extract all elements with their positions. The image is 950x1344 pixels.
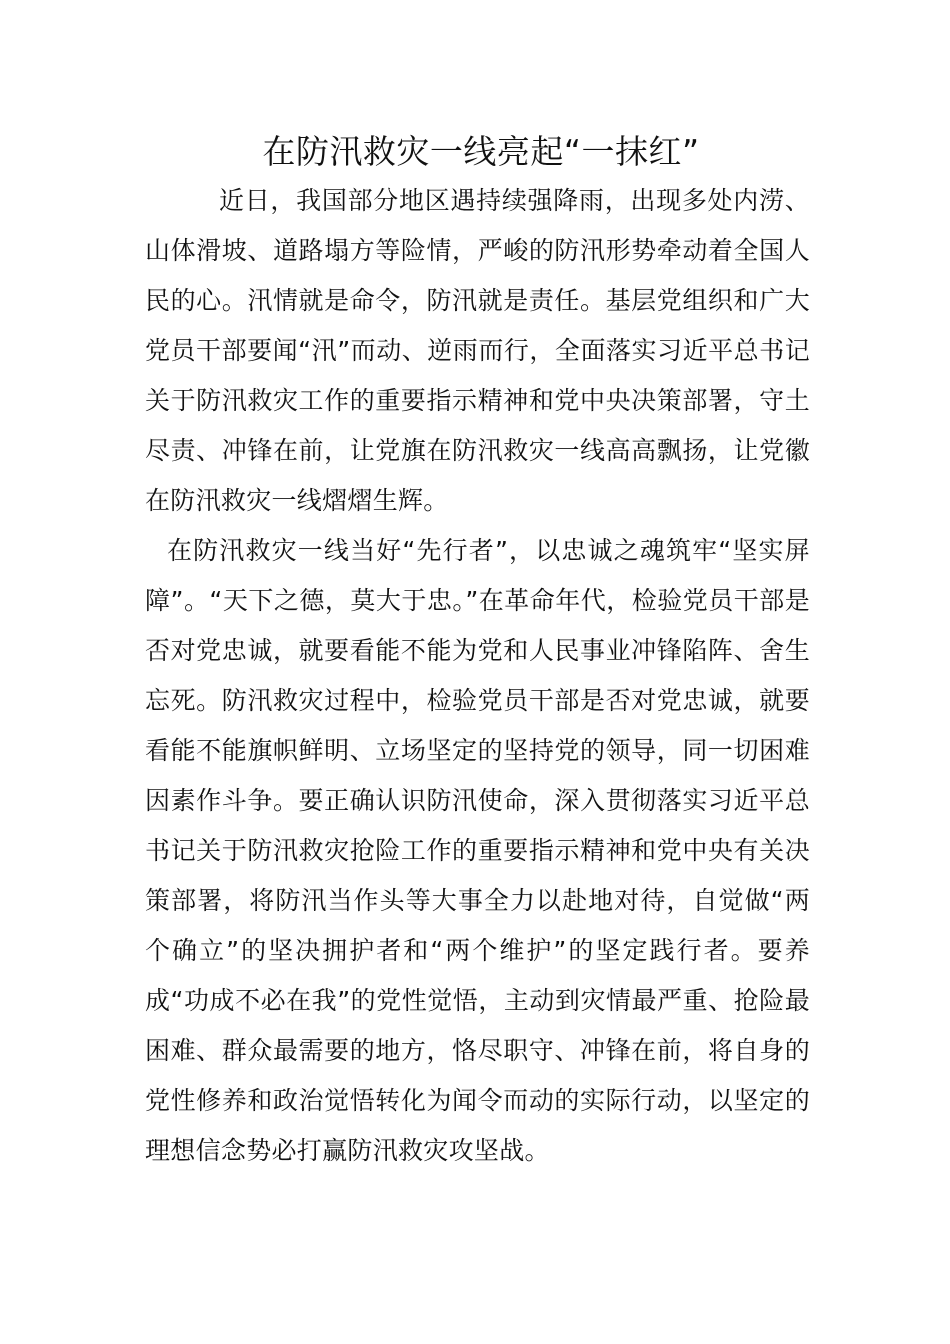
paragraph-pioneer: 在防汛救灾一线当好“先行者”，以忠诚之魂筑牢“坚实屏障”。“天下之德，莫大于忠。”在革命年代，检验党员干部是否对党忠诚，就要看能不能为党和人民事业冲锋陷阵、舍生忘死。防汛救灾过程中，检验党员干部是否对党忠诚，就要看能不能旗帜鲜明、立场坚定的坚持党的领导，同一切困难因素作斗争。要正确认识防汛使命，深入贯彻落实习近平总书记关于防汛救灾抢险工作的重要指示精神和党中央有关决策部署，将防汛当作头等大事全力以赴地对待，自觉做“两个确立”的坚决拥护者和“两个维护”的坚定践行者。要养成“功成不必在我”的党性觉悟，主动到灾情最严重、抢险最困难、群众最需要的地方，恪尽职守、冲锋在前，将自身的党性修养和政治觉悟转化为闻令而动的实际行动，以坚定的理想信念势必打赢防汛救灾攻坚战。 <box>145 536 810 1165</box>
document-body <box>145 176 810 1176</box>
document-title: 在防汛救灾一线亮起“一抹红” <box>262 132 700 171</box>
paragraph-intro: 近日，我国部分地区遇持续强降雨，出现多处内涝、山体滑坡、道路塌方等险情，严峻的防汛形势牵动着全国人民的心。汛情就是命令，防汛就是责任。基层党组织和广大党员干部要闻“汛”而动、逆雨而行，全面落实习近平总书记关于防汛救灾工作的重要指示精神和党中央决策部署，守土尽责、冲锋在前，让党旗在防汛救灾一线高高飘扬，让党徽在防汛救灾一线熠熠生辉。 <box>145 186 810 515</box>
